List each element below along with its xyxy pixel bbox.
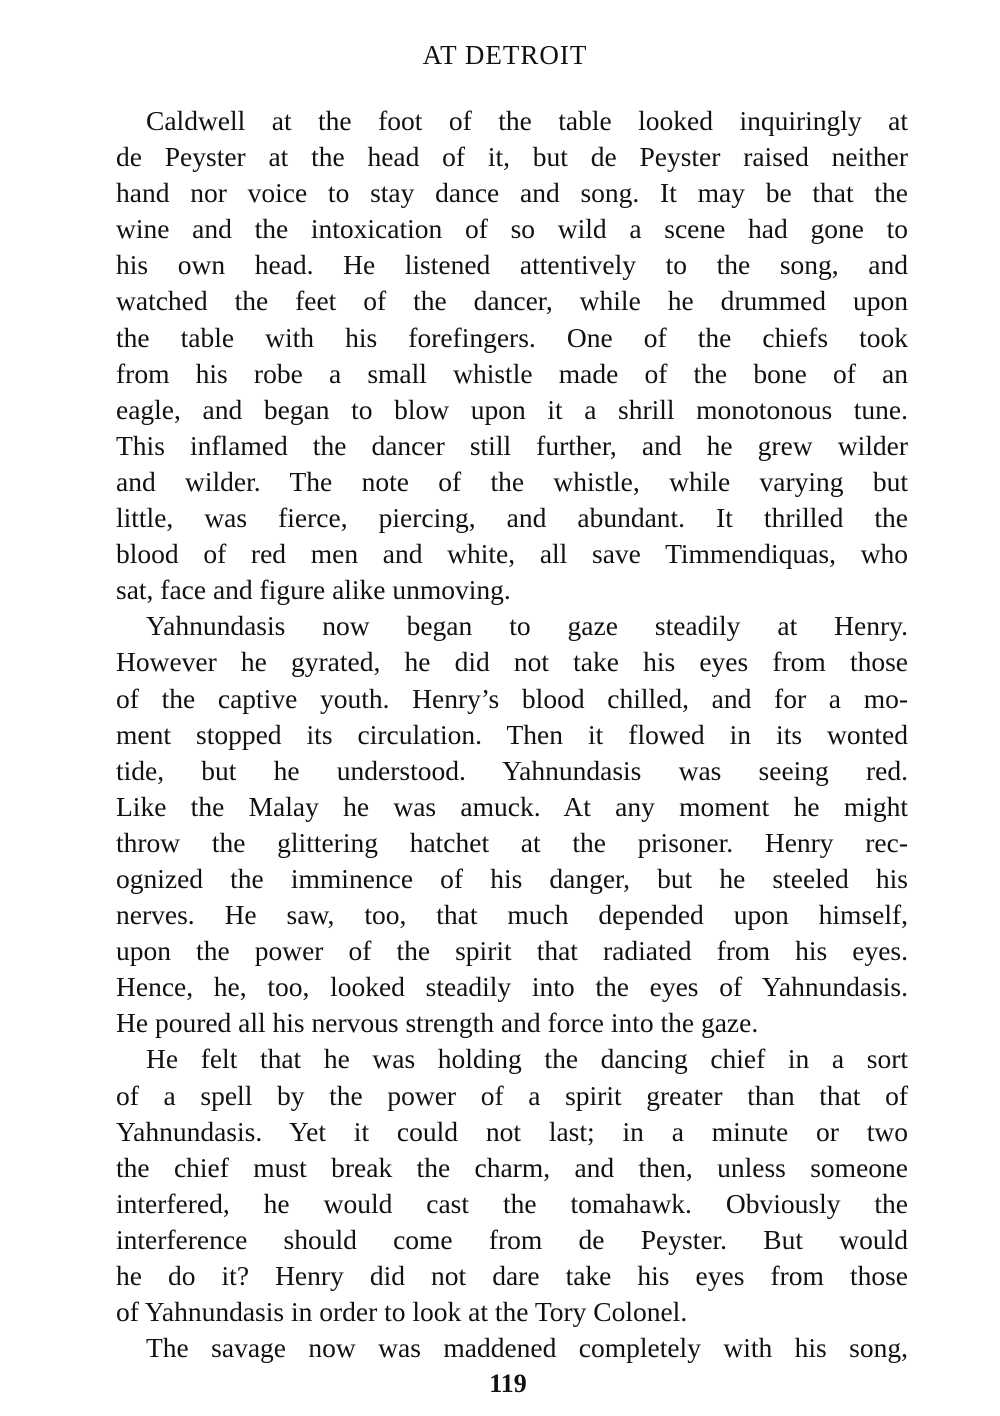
text-line: This inflamed the dancer still further, and he grew wilder <box>116 429 908 461</box>
text-line: tide, but he understood. Yahnundasis was seeing red. <box>116 754 908 786</box>
text-line: he do it? Henry did not dare take his eyes from those <box>116 1260 908 1291</box>
text-line: Caldwell at the foot of the table looked inquiringly at <box>146 105 908 136</box>
text-line: watched the feet of the dancer, while he drummed upon <box>116 285 908 317</box>
text-line: throw the glittering hatchet at the prisoner. Henry rec- <box>116 826 908 858</box>
text-line: the table with his forefingers. One of the chiefs took <box>116 321 908 353</box>
text-line: hand nor voice to stay dance and song. It may be that the <box>116 177 908 209</box>
text-line: ognized the imminence of his danger, but he steeled his <box>116 862 908 894</box>
body-text <box>116 103 908 1366</box>
running-head: AT DETROIT <box>422 40 588 70</box>
text-line: of a spell by the power of a spirit greater than that of <box>116 1079 908 1111</box>
text-line: He felt that he was holding the dancing chief in a sort <box>146 1043 908 1075</box>
text-line: interference should come from de Peyster. But would <box>116 1223 908 1255</box>
text-line: The savage now was maddened completely with his song, <box>146 1332 908 1364</box>
text-line: of the captive youth. Henry’s blood chilled, and for a mo- <box>116 682 908 714</box>
text-line: wine and the intoxication of so wild a scene had gone to <box>116 213 908 245</box>
text-line: Like the Malay he was amuck. At any moment he might <box>116 790 908 822</box>
text-line: of Yahnundasis in order to look at the Tory Colonel. <box>116 1296 688 1328</box>
text-line: ment stopped its circulation. Then it flowed in its wonted <box>116 718 908 750</box>
text-line: Hence, he, too, looked steadily into the eyes of Yahnundasis. <box>116 971 908 1003</box>
text-line: Yahnundasis. Yet it could not last; in a minute or two <box>116 1115 908 1147</box>
page-number: 119 <box>489 1369 527 1398</box>
text-line: upon the power of the spirit that radiated from his eyes. <box>116 935 908 967</box>
text-line: his own head. He listened attentively to the song, and <box>116 249 908 281</box>
text-line: little, was fierce, piercing, and abundant. It thrilled the <box>116 502 908 534</box>
text-line: Yahnundasis now began to gaze steadily at Henry. <box>146 610 908 642</box>
text-line: the chief must break the charm, and then, unless someone <box>116 1151 908 1183</box>
text-line: interfered, he would cast the tomahawk. Obviously the <box>116 1187 908 1219</box>
text-line: nerves. He saw, too, that much depended upon himself, <box>116 899 908 931</box>
text-line: from his robe a small whistle made of the bone of an <box>116 357 908 389</box>
text-line: and wilder. The note of the whistle, while varying but <box>116 465 908 497</box>
text-line: eagle, and began to blow upon it a shrill monotonous tune. <box>116 393 908 425</box>
text-line: He poured all his nervous strength and force into the gaze. <box>116 1007 759 1039</box>
text-line: de Peyster at the head of it, but de Peyster raised neither <box>116 141 908 173</box>
text-line: However he gyrated, he did not take his eyes from those <box>116 646 908 678</box>
text-line: blood of red men and white, all save Timmendiquas, who <box>116 538 908 570</box>
text-line: sat, face and figure alike unmoving. <box>116 574 511 606</box>
